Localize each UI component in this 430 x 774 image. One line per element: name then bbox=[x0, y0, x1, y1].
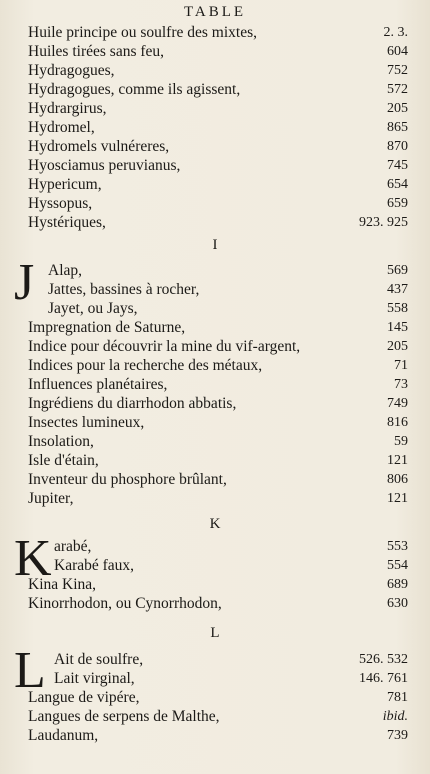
index-entry bbox=[48, 299, 408, 318]
index-entry bbox=[28, 688, 408, 707]
entry-term: Huiles tirées sans feu, bbox=[28, 43, 165, 60]
entry-page: 121 bbox=[387, 453, 408, 468]
entry-page: 572 bbox=[387, 82, 408, 97]
entry-page: 569 bbox=[387, 263, 408, 278]
entry-page: 806 bbox=[387, 472, 408, 487]
index-entry bbox=[54, 556, 408, 575]
entry-term: Kinorrhodon, ou Cynorrhodon, bbox=[28, 595, 222, 612]
index-entry bbox=[28, 137, 408, 156]
index-entry bbox=[28, 118, 408, 137]
index-entry bbox=[28, 42, 408, 61]
index-entry bbox=[28, 337, 408, 356]
entry-term: arabé, bbox=[54, 538, 92, 555]
entry-term: Influences planétaires, bbox=[28, 376, 168, 393]
index-entry bbox=[28, 394, 408, 413]
index-entry bbox=[28, 175, 408, 194]
entry-page: 752 bbox=[387, 63, 408, 78]
entry-term: Insectes lumineux, bbox=[28, 414, 145, 431]
entry-term: Huile principe ou soulfre des mixtes, bbox=[28, 24, 258, 41]
entry-term: Hyssopus, bbox=[28, 195, 93, 212]
entry-page: 689 bbox=[387, 577, 408, 592]
index-entry bbox=[28, 594, 408, 613]
index-entry bbox=[28, 575, 408, 594]
entry-term: Hystériques, bbox=[28, 214, 106, 231]
index-entry bbox=[28, 156, 408, 175]
drop-cap: J bbox=[14, 254, 35, 311]
entry-page: 145 bbox=[387, 320, 408, 335]
index-entry bbox=[28, 451, 408, 470]
section-letter-l: L bbox=[210, 625, 220, 641]
entry-page: 870 bbox=[387, 139, 408, 154]
index-entry bbox=[48, 280, 408, 299]
index-entry bbox=[28, 99, 408, 118]
entry-page: 73 bbox=[394, 377, 408, 392]
entry-page: 865 bbox=[387, 120, 408, 135]
entry-term: Jayet, ou Jays, bbox=[48, 300, 138, 317]
index-entry bbox=[28, 194, 408, 213]
entry-page: 654 bbox=[387, 177, 408, 192]
entry-page: ibid. bbox=[382, 709, 408, 724]
entry-term: Insolation, bbox=[28, 433, 94, 450]
entry-page: 526. 532 bbox=[359, 652, 408, 667]
entry-term: Hydrargirus, bbox=[28, 100, 107, 117]
index-entry bbox=[54, 669, 408, 688]
index-entry bbox=[28, 356, 408, 375]
index-entry bbox=[28, 318, 408, 337]
running-head: TABLE bbox=[183, 4, 247, 20]
index-entry bbox=[28, 432, 408, 451]
entry-term: Hydragogues, bbox=[28, 62, 115, 79]
entry-term: Alap, bbox=[48, 262, 83, 279]
entry-page: 816 bbox=[387, 415, 408, 430]
entry-term: Kina Kina, bbox=[28, 576, 97, 593]
entry-page: 146. 761 bbox=[359, 671, 408, 686]
entry-page: 554 bbox=[387, 558, 408, 573]
entry-term: Langue de vipére, bbox=[28, 689, 140, 706]
index-entry bbox=[48, 261, 408, 280]
entry-term: Hydragogues, comme ils agissent, bbox=[28, 81, 241, 98]
entry-page: 437 bbox=[387, 282, 408, 297]
entry-term: Inventeur du phosphore brûlant, bbox=[28, 471, 227, 488]
entry-page: 205 bbox=[387, 339, 408, 354]
entry-page: 739 bbox=[387, 728, 408, 743]
index-entry bbox=[28, 470, 408, 489]
index-entry bbox=[28, 707, 408, 726]
entry-term: Karabé faux, bbox=[54, 557, 135, 574]
drop-cap: L bbox=[14, 642, 46, 699]
entry-term: Impregnation de Saturne, bbox=[28, 319, 186, 336]
entry-page: 205 bbox=[387, 101, 408, 116]
index-entry bbox=[28, 80, 408, 99]
entry-term: Hypericum, bbox=[28, 176, 102, 193]
entry-page: 749 bbox=[387, 396, 408, 411]
entry-page: 781 bbox=[387, 690, 408, 705]
section-letter-k: K bbox=[209, 516, 221, 532]
index-entry bbox=[28, 23, 408, 42]
entry-term: Lait virginal, bbox=[54, 670, 135, 687]
entry-term: Indice pour découvrir la mine du vif-argent, bbox=[28, 338, 301, 355]
entry-page: 659 bbox=[387, 196, 408, 211]
section-letter-i: I bbox=[212, 237, 218, 253]
entry-term: Hydromel, bbox=[28, 119, 95, 136]
index-entry bbox=[28, 375, 408, 394]
entry-page: 71 bbox=[394, 358, 408, 373]
entry-page: 745 bbox=[387, 158, 408, 173]
entry-term: Ingrédiens du diarrhodon abbatis, bbox=[28, 395, 237, 412]
index-entry bbox=[28, 726, 408, 745]
index-entry bbox=[28, 61, 408, 80]
entry-term: Hyosciamus peruvianus, bbox=[28, 157, 181, 174]
index-entry bbox=[28, 413, 408, 432]
entry-term: Jupiter, bbox=[28, 490, 74, 507]
entry-page: 558 bbox=[387, 301, 408, 316]
entry-term: Indices pour la recherche des métaux, bbox=[28, 357, 263, 374]
entry-page: 604 bbox=[387, 44, 408, 59]
entry-term: Laudanum, bbox=[28, 727, 99, 744]
entry-term: Hydromels vulnéreres, bbox=[28, 138, 170, 155]
entry-page: 59 bbox=[394, 434, 408, 449]
drop-cap: K bbox=[14, 530, 52, 587]
index-entry bbox=[54, 537, 408, 556]
entry-term: Ait de soulfre, bbox=[54, 651, 144, 668]
entry-term: Langues de serpens de Malthe, bbox=[28, 708, 220, 725]
entry-page: 121 bbox=[387, 491, 408, 506]
entry-page: 2. 3. bbox=[383, 25, 408, 40]
entry-page: 923. 925 bbox=[359, 215, 408, 230]
index-entry bbox=[54, 650, 408, 669]
entry-page: 630 bbox=[387, 596, 408, 611]
index-entry bbox=[28, 213, 408, 232]
index-entry bbox=[28, 489, 408, 508]
entry-term: Isle d'étain, bbox=[28, 452, 99, 469]
entry-page: 553 bbox=[387, 539, 408, 554]
entry-term: Jattes, bassines à rocher, bbox=[48, 281, 200, 298]
